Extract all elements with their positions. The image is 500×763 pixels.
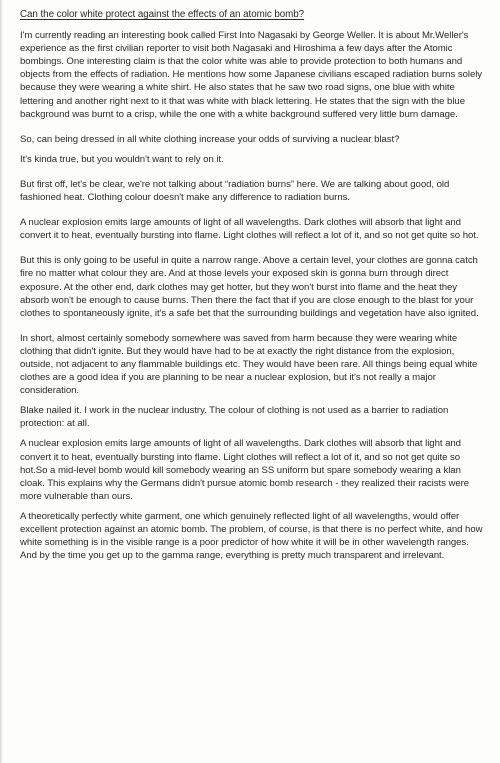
- paragraph-theory: A theoretically perfectly white garment, one which genuinely reflected light of all wavelengths, would offer excellent protection against an atomic bomb. The problem, of course, is that there is no perfect white, and how white something is in the visible range is a poor predictor of how white it will be in other wavelength ranges. And by the time you get up to the gamma range, everything is pretty much transparent and irrelevant.: [20, 510, 483, 562]
- paragraph-intro: I'm currently reading an interesting book called First Into Nagasaki by George Weller. It is about Mr.Weller's experience as the first civilian reporter to visit both Nagasaki and Hiroshima a few days after the Atomic bombings. One interesting claim is that the color white was able to provide protection to both humans and objects from the effects of radiation. He mentions how some Japanese civilians escaped radiation burns solely because they were wearing a white shirt. He also states that he saw two road signs, one blue with white lettering and another right next to it that was white with black lettering. He states that the sign with the blue background was burnt to a crisp, while the one with a white background suffered very little burn damage.: [20, 30, 483, 120]
- document-title: Can the color white protect against the effects of an atomic bomb?: [20, 9, 305, 20]
- paragraph-question: So, can being dressed in all white clothing increase your odds of surviving a nuclear blast?: [20, 133, 400, 145]
- paragraph-light: A nuclear explosion emits large amounts of light of all wavelengths. Dark clothes will absorb that light and convert it to heat, eventually bursting into flame. Light clothes will reflect a lot of it, and so not get quite so hot.: [20, 217, 479, 242]
- paragraph-joke: A nuclear explosion emits large amounts of light of all wavelengths. Dark clothes will absorb that light and convert it to heat, eventually bursting into flame. Light clothes will reflect a lot of it, and so not get quite so hot.So a mid-level bomb would kill somebody wearing an SS uniform but spare somebody wearing a klan cloak. This explains why the Germans didn't pursue atomic bomb research - they realized their racists were more vulnerable than ours.: [20, 438, 470, 502]
- document-body: [20, 8, 486, 569]
- paragraph-heat: But first off, let's be clear, we're not talking about “radiation burns” here. We are talking about good, old fashioned heat. Clothing colour doesn't make any difference to radiation burns.: [20, 178, 450, 204]
- paragraph-answer: It's kinda true, but you wouldn't want to rely on it.: [20, 153, 224, 165]
- paragraph-summary: In short, almost certainly somebody somewhere was saved from harm because they were wearing white clothing that didn't ignite. But they would have had to be at exactly the right distance from the explosion, outside, not adjacent to any flammable buildings etc. They would have been rare. All things being equal white clothes are a good idea if you are planning to be near a nuclear explosion, but it's not really a major consideration.: [20, 332, 478, 397]
- scan-edge-shadow: [0, 0, 3, 763]
- paragraph-range: But this is only going to be useful in quite a narrow range. Above a certain level, your clothes are gonna catch fire no matter what colour they are. And at those levels your exposed skin is gonna burn through direct exposure. At the other end, dark clothes may get hotter, but they won't burst into flame and the heat they absorb won't be enough to cause burns. Then there the fact that if you are close enough to the blast for your clothes to spontaneously ignite, it's a safe bet that the surrounding buildings and vegetation have also ignited.: [20, 255, 479, 319]
- paragraph-industry: Blake nailed it. I work in the nuclear industry. The colour of clothing is not used as a barrier to radiation protection: at all.: [20, 405, 449, 430]
